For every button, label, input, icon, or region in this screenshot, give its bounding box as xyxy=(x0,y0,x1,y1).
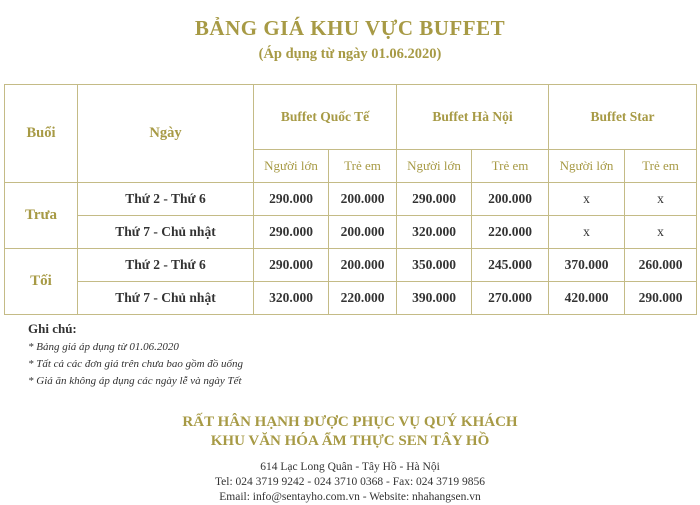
price-cell: 200.000 xyxy=(472,183,549,216)
price-cell: x xyxy=(549,216,625,249)
session-label-lunch: Trưa xyxy=(5,183,78,249)
price-cell: 320.000 xyxy=(254,282,329,315)
price-cell: 390.000 xyxy=(397,282,472,315)
session-column-header: Buổi xyxy=(5,85,78,183)
subheader-child: Trẻ em xyxy=(625,150,697,183)
price-cell: 350.000 xyxy=(397,249,472,282)
price-cell: 290.000 xyxy=(625,282,697,315)
price-cell: 220.000 xyxy=(329,282,397,315)
price-cell: x xyxy=(625,183,697,216)
notes-section xyxy=(28,321,243,390)
page-title: BẢNG GIÁ KHU VỰC BUFFET xyxy=(194,16,506,40)
day-cell: Thứ 2 - Thứ 6 xyxy=(78,249,254,282)
group-header-star: Buffet Star xyxy=(549,85,697,150)
subheader-adult: Người lớn xyxy=(397,150,472,183)
price-cell: 245.000 xyxy=(472,249,549,282)
footer-phone: Tel: 024 3719 9242 - 024 3710 0368 - Fax: 024 3719 9856 xyxy=(214,476,486,488)
table-row xyxy=(5,183,697,216)
price-cell: x xyxy=(549,183,625,216)
price-cell: 290.000 xyxy=(254,183,329,216)
price-cell: 270.000 xyxy=(472,282,549,315)
session-label-dinner: Tối xyxy=(5,249,78,315)
day-cell: Thứ 2 - Thứ 6 xyxy=(78,183,254,216)
price-cell: 290.000 xyxy=(254,216,329,249)
footer-contact: Email: info@sentayho.com.vn - Website: nhahangsen.vn xyxy=(219,491,481,503)
table-row xyxy=(5,282,697,315)
group-header-ha-noi: Buffet Hà Nội xyxy=(397,85,549,150)
price-cell: 260.000 xyxy=(625,249,697,282)
footer xyxy=(0,413,700,505)
price-cell: 200.000 xyxy=(329,183,397,216)
footer-venue-name: KHU VĂN HÓA ẨM THỰC SEN TÂY HỒ xyxy=(210,433,490,449)
price-cell: 370.000 xyxy=(549,249,625,282)
group-header-quoc-te: Buffet Quốc Tế xyxy=(254,85,397,150)
note-item: * Tất cả các đơn giá trên chưa bao gồm đồ uống xyxy=(28,358,244,370)
subheader-adult: Người lớn xyxy=(549,150,625,183)
notes-title: Ghi chú: xyxy=(28,321,77,336)
price-table xyxy=(4,84,697,315)
price-cell: 220.000 xyxy=(472,216,549,249)
table-row xyxy=(5,249,697,282)
note-item: * Bảng giá áp dụng từ 01.06.2020 xyxy=(28,341,179,353)
day-column-header: Ngày xyxy=(78,85,254,183)
price-cell: 290.000 xyxy=(254,249,329,282)
page-subtitle: (Áp dụng từ ngày 01.06.2020) xyxy=(258,46,442,62)
price-cell: 290.000 xyxy=(397,183,472,216)
table-header-row xyxy=(5,85,697,150)
subheader-adult: Người lớn xyxy=(254,150,329,183)
price-cell: 320.000 xyxy=(397,216,472,249)
price-cell: 200.000 xyxy=(329,249,397,282)
footer-address: 614 Lạc Long Quân - Tây Hồ - Hà Nội xyxy=(260,461,440,473)
day-cell: Thứ 7 - Chủ nhật xyxy=(78,216,254,249)
footer-greeting: RẤT HÂN HẠNH ĐƯỢC PHỤC VỤ QUÝ KHÁCH xyxy=(182,414,518,430)
subheader-child: Trẻ em xyxy=(472,150,549,183)
subheader-child: Trẻ em xyxy=(329,150,397,183)
day-cell: Thứ 7 - Chủ nhật xyxy=(78,282,254,315)
price-cell: 200.000 xyxy=(329,216,397,249)
note-item: * Giá ăn không áp dụng các ngày lễ và ngày Tết xyxy=(28,375,242,387)
table-row xyxy=(5,216,697,249)
price-cell: 420.000 xyxy=(549,282,625,315)
price-cell: x xyxy=(625,216,697,249)
